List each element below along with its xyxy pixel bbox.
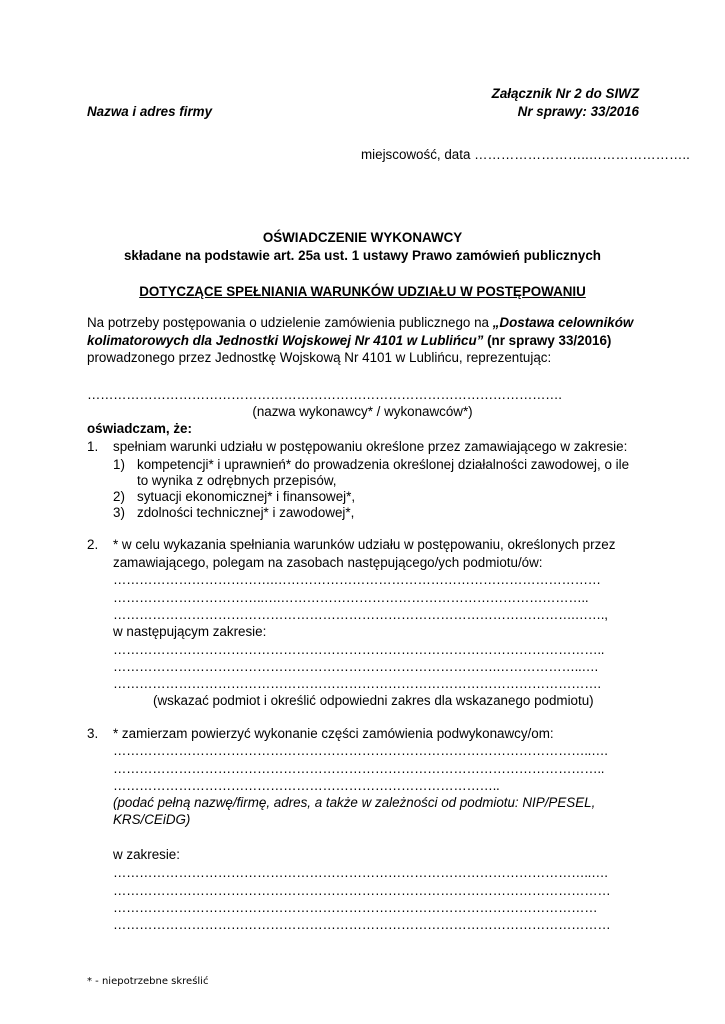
contractor-name-field: ………………………………………………………………………………………………. <box>87 387 562 402</box>
item-3-subcontractor-field-1: ………………………………………………………………………………………………..…. <box>113 743 608 758</box>
item-1-text: spełniam warunki udziału w postępowaniu określone przez zamawiającego w zakresie: <box>113 439 628 454</box>
procurement-subject-cont: kolimatorowych dla Jednostki Wojskowej Nr 4101 w Lublińcu” <box>87 333 484 348</box>
place-date-field: miejscowość, data ……………………..………………….. <box>361 147 690 162</box>
item-3-scope-label: w zakresie: <box>113 847 180 862</box>
item-2-line-2: zamawiającego, polegam na zasobach następującego/ych podmiotu/ów: <box>113 555 543 570</box>
item-1-sub-1-cont: to wynika z odrębnych przepisów, <box>137 473 337 488</box>
item-1-sub-3-number: 3) <box>113 505 125 520</box>
item-1-sub-1-text: kompetencji* i uprawnień* do prowadzenia określonej działalności zawodowej, o ile <box>137 457 630 472</box>
case-reference: (nr sprawy 33/2016) <box>483 333 612 348</box>
section-heading: DOTYCZĄCE SPEŁNIANIA WARUNKÓW UDZIAŁU W POSTĘPOWANIU <box>139 284 586 299</box>
footnote: * - niepotrzebne skreślić <box>87 976 209 987</box>
item-3-subcontractor-field-2: ………………………………………………………………………………………………….. <box>113 761 605 776</box>
procurement-subject: „Dostawa celowników <box>492 315 634 330</box>
item-2-number: 2. <box>87 537 99 552</box>
item-2-scope-field-2: …………………………………………………………………………….………………..…. <box>113 659 598 674</box>
declaration-label: oświadczam, że: <box>87 421 192 436</box>
item-2-entity-field-1: ……………………………….………………………………………………………………… <box>113 572 601 587</box>
item-3-line-1: * zamierzam powierzyć wykonanie części zamówienia podwykonawcy/om: <box>113 726 554 741</box>
case-number: Nr sprawy: 33/2016 <box>517 104 639 119</box>
intro-line-3: prowadzonego przez Jednostkę Wojskową Nr 4101 w Lublińcu, reprezentując: <box>87 350 552 365</box>
item-3-scope-field-1: ………………………………………………………………………………………………..…. <box>113 865 608 880</box>
item-3-subcontractor-field-3: …………………………………………………………………………….. <box>113 778 500 793</box>
item-3-scope-field-3: ………………………………………………………………………………………………… <box>113 900 598 915</box>
item-3-note-line-1: (podać pełną nazwę/firmę, adres, a także w zależności od podmiotu: NIP/PESEL, <box>113 795 596 810</box>
item-1-sub-2-text: sytuacji ekonomicznej* i finansowej*, <box>137 489 356 504</box>
item-3-note-line-2: KRS/CEiDG) <box>113 812 191 827</box>
firm-name-label: Nazwa i adres firmy <box>87 104 213 119</box>
item-2-line-1: * w celu wykazania spełniania warunków udziału w postępowaniu, określonych przez <box>113 537 616 552</box>
contractor-caption: (nazwa wykonawcy* / wykonawców*) <box>252 404 473 419</box>
item-1-sub-3-text: zdolności technicznej* i zawodowej*, <box>137 505 355 520</box>
intro-line-1 <box>87 315 633 330</box>
intro-text: Na potrzeby postępowania o udzielenie zamówienia publicznego na <box>87 315 493 330</box>
item-2-scope-field-1: ………………………………………………………………………………………………….. <box>113 642 605 657</box>
item-2-entity-field-2: ……………………………..….…………………………………………………………….. <box>113 590 589 605</box>
intro-line-2 <box>87 333 611 348</box>
attachment-label: Załącznik Nr 2 do SIWZ <box>491 86 639 101</box>
item-1-sub-1-number: 1) <box>113 457 125 472</box>
item-3-scope-field-2: …………………………………………………………………………………………………… <box>113 883 611 898</box>
document-subtitle: składane na podstawie art. 25a ust. 1 ustawy Prawo zamówień publicznych <box>123 248 601 263</box>
document-title: OŚWIADCZENIE WYKONAWCY <box>262 230 463 245</box>
item-3-number: 3. <box>87 726 99 741</box>
item-1-sub-2-number: 2) <box>113 489 125 504</box>
item-2-entity-field-3: …………………………………………………………………………………………….……., <box>113 607 608 622</box>
item-3-scope-field-4: …………………………………………………………………………………………………… <box>113 917 611 932</box>
item-2-caption: (wskazać podmiot i określić odpowiedni zakres dla wskazanego podmiotu) <box>153 693 594 708</box>
item-2-scope-field-3: …………………………………………………………………………………………………. <box>113 676 601 691</box>
item-2-scope-label: w następującym zakresie: <box>113 624 267 639</box>
item-1-number: 1. <box>87 439 99 454</box>
